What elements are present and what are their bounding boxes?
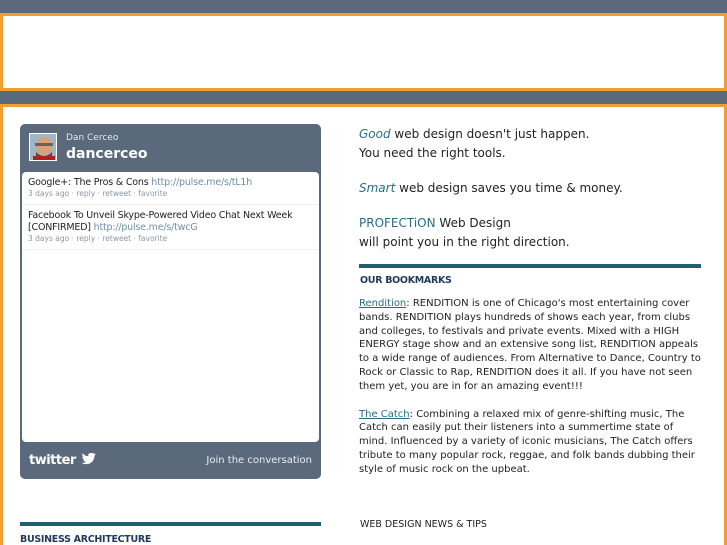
section-divider (20, 522, 321, 526)
intro-text (359, 125, 701, 268)
tweet-favorite[interactable]: favorite (138, 189, 168, 198)
intro-line-5: will point you in the right direction. (359, 235, 570, 249)
tweet (22, 172, 319, 205)
tweet-reply[interactable]: reply (76, 189, 96, 198)
tweet-link[interactable]: http://pulse.me/s/tL1h (151, 177, 253, 188)
twitter-widget (20, 124, 321, 479)
tweet-text: Google+: The Pros & Cons (28, 177, 149, 188)
brand-name: PROFECTiON (359, 216, 436, 230)
intro-accent-smart: Smart (359, 181, 396, 195)
tweet-link[interactable]: http://pulse.me/s/twcG (93, 222, 198, 233)
intro-paragraph-3 (359, 214, 701, 252)
web-design-news-heading: WEB DESIGN NEWS & TIPS (360, 519, 487, 530)
join-conversation-link[interactable]: Join the conversation (206, 455, 312, 466)
twitter-display-name[interactable]: Dan Cerceo (66, 133, 119, 143)
tweet (22, 205, 319, 250)
section-divider (359, 264, 701, 268)
avatar[interactable] (29, 133, 57, 161)
business-architecture-heading: BUSINESS ARCHITECTURE (20, 534, 152, 545)
twitter-widget-header (20, 124, 321, 172)
bookmark-link-rendition[interactable]: Rendition (359, 298, 407, 309)
tweet-reply[interactable]: reply (76, 234, 96, 243)
top-banner (0, 13, 727, 91)
twitter-bird-icon (82, 452, 96, 470)
twitter-logo[interactable]: twitter (29, 453, 76, 468)
bookmark-link-the-catch[interactable]: The Catch (359, 408, 410, 420)
twitter-widget-footer (20, 442, 321, 479)
tweet-list (22, 172, 319, 442)
tweet-favorite[interactable]: favorite (138, 234, 168, 243)
tweet-time[interactable]: 3 days ago (28, 234, 70, 243)
intro-accent-good: Good (359, 127, 391, 141)
intro-line-2: You need the right tools. (359, 146, 506, 160)
tweet-retweet[interactable]: retweet (102, 234, 132, 243)
list-item (359, 297, 704, 394)
tweet-text: Facebook To Unveil Skype-Powered Video Chat Next Week [CONFIRMED] (28, 210, 293, 233)
list-item (359, 408, 704, 477)
intro-line-3: web design saves you time & money. (395, 181, 623, 195)
tweet-retweet[interactable]: retweet (102, 189, 132, 198)
tweet-meta: 3 days ago · reply · retweet · favorite (28, 234, 168, 243)
intro-line-4: Web Design (435, 216, 511, 230)
tweet-time[interactable]: 3 days ago (28, 189, 70, 198)
intro-line-1: web design doesn't just happen. (390, 127, 590, 141)
bookmarks-list (359, 297, 704, 491)
bookmarks-heading: OUR BOOKMARKS (360, 275, 452, 286)
intro-paragraph-2 (359, 179, 701, 198)
twitter-handle[interactable]: dancerceo (66, 146, 148, 162)
intro-paragraph-1 (359, 125, 701, 163)
main-content-panel (0, 104, 727, 545)
bookmark-description: : RENDITION is one of Chicago's most entertaining cover bands. RENDITION plays hundreds of shows each year, from clubs and colleges, to festivals and private events. Mixed with a HIGH ENERGY stage show and an extensive song list, RENDITION appeals to a wide range of audiences. From Alternative to Dance, Country to Rock or Classic to Rap, RENDITION does it all. If you have not seen them yet, you are in for an amazing event!!! (359, 298, 701, 392)
tweet-meta: 3 days ago · reply · retweet · favorite (28, 189, 168, 198)
bookmark-description: : Combining a relaxed mix of genre-shifting music, The Catch can easily put their listeners into a summertime state of mind. Influenced by a variety of iconic musicians, The Catch offers tribute to many popular rock, reggae, and folk bands dubbing their style of music rock on the upbeat. (359, 408, 695, 475)
